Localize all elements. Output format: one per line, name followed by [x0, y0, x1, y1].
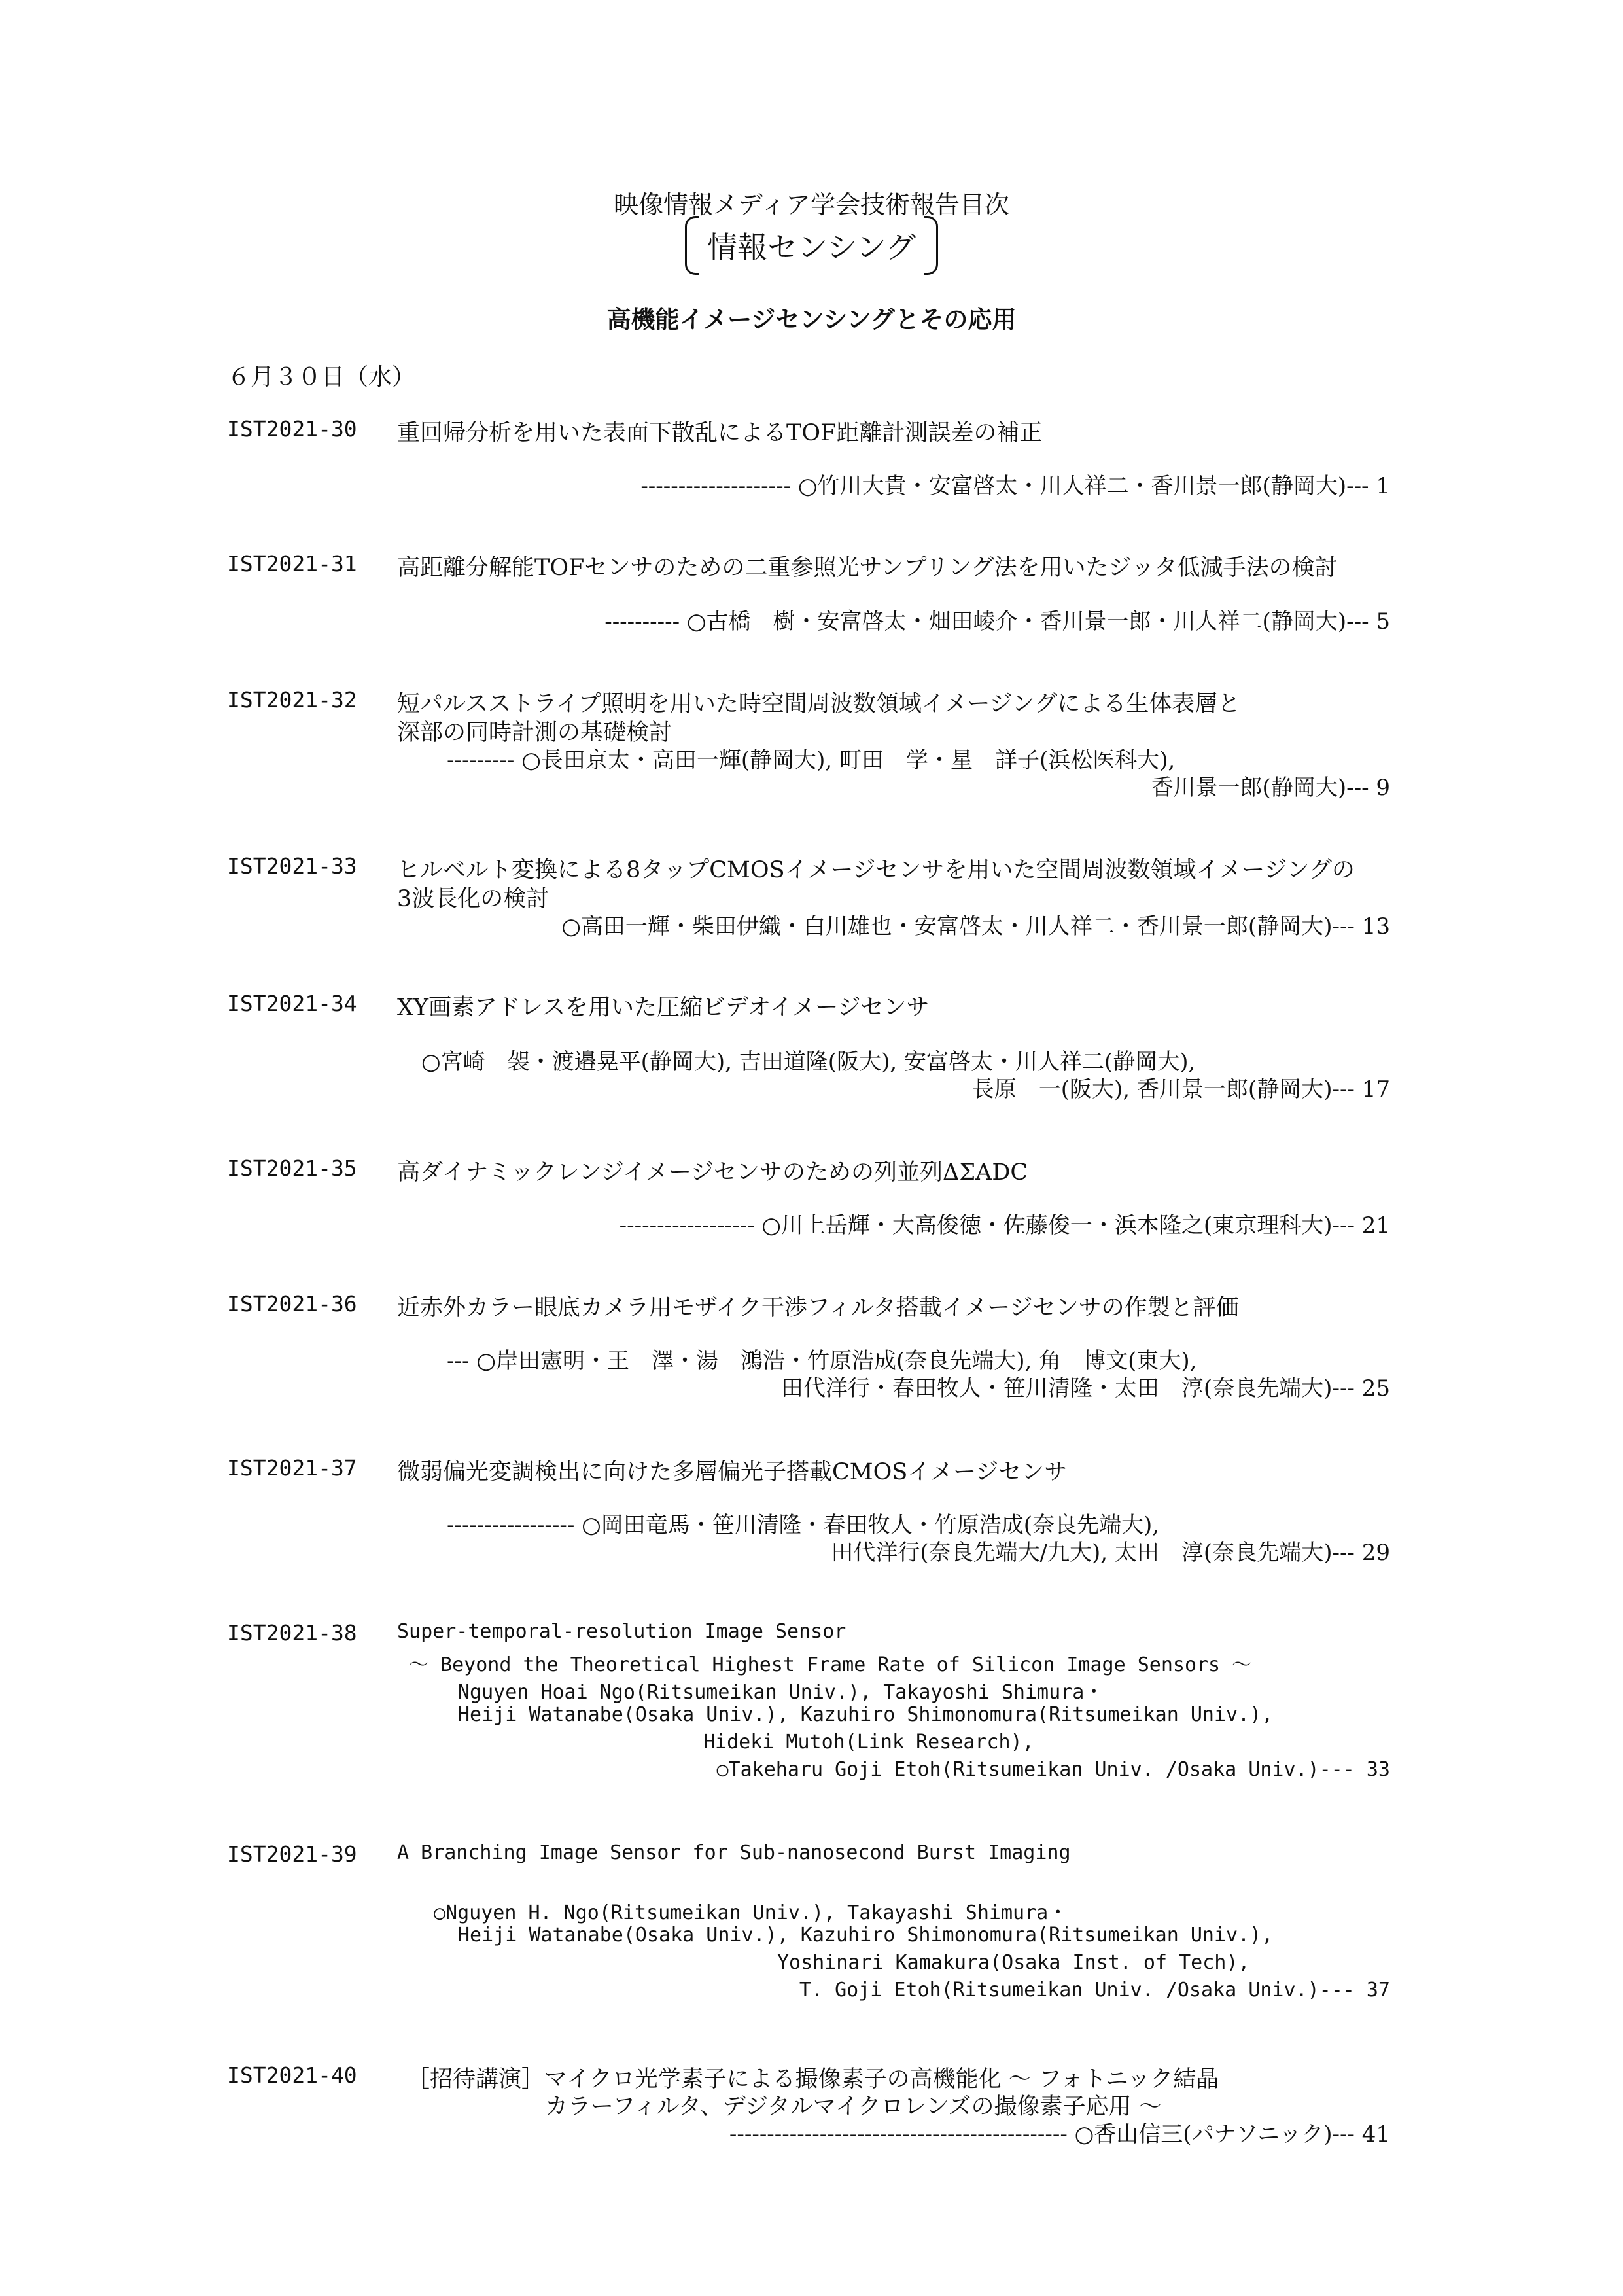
entry-authors-line4: T. Goji Etoh(Ritsumeikan Univ. /Osaka Univ.)--- 37 — [799, 1979, 1390, 2002]
entry-authors: ------------------ ○川上岳輝・大高俊徳・佐藤俊一・浜本隆之(東京理科大)--- 21 — [619, 1212, 1390, 1239]
entry-authors-line2: Heiji Watanabe(Osaka Univ.), Kazuhiro Shimonomura(Ritsumeikan Univ.), — [458, 1703, 1274, 1726]
entry-code: IST2021-39 — [227, 1841, 357, 1867]
committee-label: 情報センシング — [707, 230, 916, 265]
session-date: ６月３０日（水） — [227, 364, 416, 391]
entry-authors: --------------------------------------------- ○香山信三(パナソニック)--- 41 — [729, 2121, 1390, 2147]
entry-title: ［招待講演］マイクロ光学素子による撮像素子の高機能化 ～ フォトニック結晶 — [407, 2066, 1219, 2093]
entry-title: A Branching Image Sensor for Sub-nanosecond Burst Imaging — [397, 1841, 1071, 1864]
entry-title: 短パルスストライプ照明を用いた時空間周波数領域イメージングによる生体表層と — [397, 691, 1241, 717]
entry-authors-line2: Heiji Watanabe(Osaka Univ.), Kazuhiro Shimonomura(Ritsumeikan Univ.), — [458, 1924, 1274, 1947]
entry-authors: Nguyen Hoai Ngo(Ritsumeikan Univ.), Takayoshi Shimura・ — [458, 1681, 1104, 1704]
entry-code: IST2021-37 — [227, 1455, 357, 1481]
entry-authors-line2: 田代洋行(奈良先端大/九大), 太田 淳(奈良先端大)--- 29 — [831, 1540, 1390, 1566]
entry-authors-line2: 香川景一郎(静岡大)--- 9 — [1151, 775, 1390, 801]
entry-title: ヒルベルト変換による8タップCMOSイメージセンサを用いた空間周波数領域イメージングの — [397, 857, 1355, 883]
entry-authors: -------------------- ○竹川大貴・安富啓太・川人祥二・香川景一郎(静岡大)--- 1 — [640, 473, 1390, 499]
committee-name — [685, 216, 938, 275]
entry-code: IST2021-36 — [227, 1291, 357, 1316]
entry-title-line2: カラーフィルタ、デジタルマイクロレンズの撮像素子応用 ～ — [545, 2094, 1162, 2120]
entry-authors: ○高田一輝・柴田伊織・白川雄也・安富啓太・川人祥二・香川景一郎(静岡大)--- 13 — [561, 913, 1390, 940]
entry-title: Super-temporal-resolution Image Sensor — [397, 1620, 846, 1643]
entry-title: 高距離分解能TOFセンサのための二重参照光サンプリング法を用いたジッタ低減手法の検討 — [397, 555, 1338, 581]
entry-authors-line2: 田代洋行・春田牧人・笹川清隆・太田 淳(奈良先端大)--- 25 — [780, 1375, 1390, 1402]
entry-title: 重回帰分析を用いた表面下散乱によるTOF距離計測誤差の補正 — [397, 420, 1043, 446]
entry-title: XY画素アドレスを用いた圧縮ビデオイメージセンサ — [397, 995, 930, 1021]
entry-authors: ---------- ○古橋 樹・安富啓太・畑田崚介・香川景一郎・川人祥二(静岡大)--- 5 — [604, 609, 1390, 635]
entry-code: IST2021-31 — [227, 551, 357, 576]
entry-code: IST2021-33 — [227, 853, 357, 879]
entry-code: IST2021-35 — [227, 1156, 357, 1181]
entry-authors: --------- ○長田京太・高田一輝(静岡大), 町田 学・星 詳子(浜松医科大), — [447, 747, 1176, 773]
right-bracket — [924, 216, 938, 275]
entry-authors: ----------------- ○岡田竜馬・笹川清隆・春田牧人・竹原浩成(奈良先端大), — [447, 1512, 1160, 1538]
left-bracket — [685, 216, 699, 275]
entry-title: 高ダイナミックレンジイメージセンサのための列並列ΔΣADC — [397, 1159, 1028, 1186]
entry-code: IST2021-32 — [227, 687, 357, 713]
entry-authors-line4: ○Takeharu Goji Etoh(Ritsumeikan Univ. /Osaka Univ.)--- 33 — [716, 1758, 1390, 1781]
entry-title: 近赤外カラー眼底カメラ用モザイク干渉フィルタ搭載イメージセンサの作製と評価 — [397, 1295, 1239, 1321]
meeting-theme: 高機能イメージセンシングとその応用 — [606, 306, 1017, 334]
entry-authors: --- ○岸田憲明・王 澤・湯 鴻浩・竹原浩成(奈良先端大), 角 博文(東大), — [447, 1348, 1197, 1374]
entry-authors: ○Nguyen H. Ngo(Ritsumeikan Univ.), Takayashi Shimura・ — [434, 1901, 1068, 1924]
entry-title: 微弱偏光変調検出に向けた多層偏光子搭載CMOSイメージセンサ — [397, 1459, 1068, 1485]
entry-code: IST2021-34 — [227, 991, 357, 1016]
entry-code: IST2021-40 — [227, 2062, 357, 2088]
entry-authors-line2: 長原 一(阪大), 香川景一郎(静岡大)--- 17 — [971, 1076, 1390, 1103]
society-title: 映像情報メディア学会技術報告目次 — [614, 190, 1009, 219]
entry-title-line2: 深部の同時計測の基礎検討 — [397, 720, 672, 746]
entry-code: IST2021-38 — [227, 1620, 357, 1646]
entry-authors: ○宮崎 袈・渡邉晃平(静岡大), 吉田道隆(阪大), 安富啓太・川人祥二(静岡大), — [421, 1049, 1196, 1075]
entry-subtitle: ～ Beyond the Theoretical Highest Frame Rate of Silicon Image Sensors ～ — [409, 1653, 1252, 1676]
entry-title-line2: 3波長化の検討 — [397, 886, 550, 912]
entry-code: IST2021-30 — [227, 416, 357, 442]
entry-authors-line3: Yoshinari Kamakura(Osaka Inst. of Tech), — [777, 1951, 1250, 1974]
entry-authors-line3: Hideki Mutoh(Link Research), — [703, 1731, 1034, 1754]
